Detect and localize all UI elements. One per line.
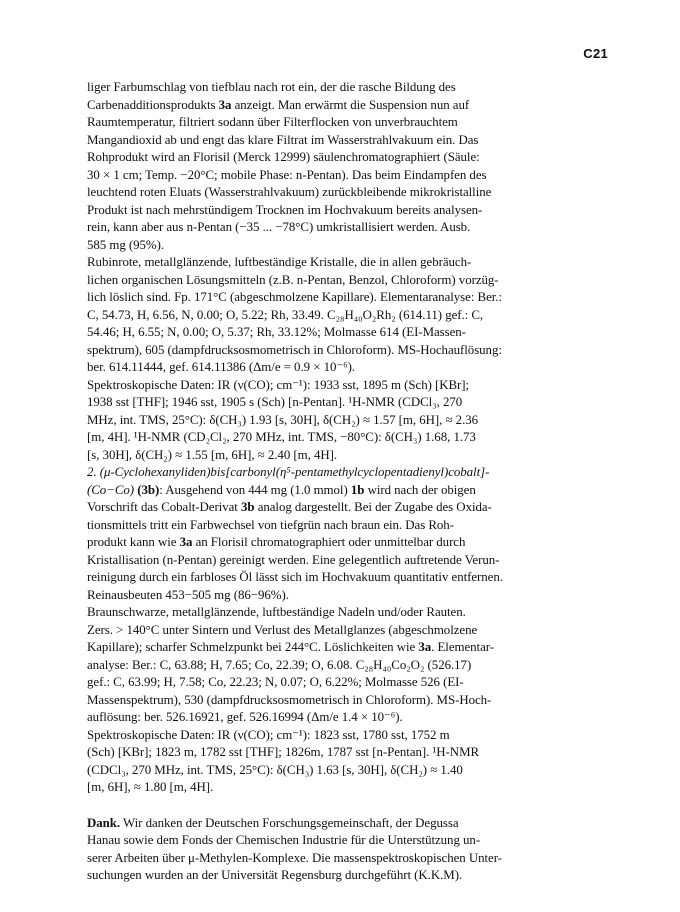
text-run: 3a <box>218 97 232 112</box>
text-run: 3b <box>241 500 255 514</box>
text-run: Dank. <box>87 815 121 830</box>
text-run: . Elementar- analyse: Ber.: C, 63.88; H, 7.65; Co, 22.39; O, 6.08. C₂₈H₄₀Co₂O₂ (526.17) gef.: C, 63.99; H, 7.58; Co, 22.23; N, 0.07; O, 6.22%; Molmasse 526 (EI- Massenspektrum), 530 (dampfdrucksosmometrisch in Chloroform). MS-Hoch- auflösung: ber. 526.16921, gef. 526.16994 (Δm/e 1.4 × 10⁻⁶). <box>87 640 494 724</box>
text-run: : Ausgehend von 444 mg (1.0 mmol) <box>159 482 351 497</box>
text-run: Spektroskopische Daten: IR (ν(CO); cm⁻¹): 1933 sst, 1895 m (Sch) [KBr]; 1938 sst [THF]; 1946 sst, 1905 s (Sch) [n-Pentan]. ¹H-NMR (CDCl₃, 270 MHz, int. TMS, 25°C): δ(CH₃) 1.93 [s, 30H], δ(CH₂) ≈ 1.57 [m, 6H], ≈ 2.36 [m, 4H]. ¹H-NMR (CD₂Cl₂, 270 MHz, int. TMS, −80°C): δ(CH₃) 1.68, 1.73 [s, 30H], δ(CH₂) ≈ 1.55 [m, 6H], ≈ 2.40 [m, 4H]. <box>87 377 479 462</box>
text-run: (3b) <box>137 482 160 497</box>
paragraph-p4 <box>87 464 617 604</box>
text-run: an Florisil chromatographiert oder unmittelbar durch Kristallisation (n-Pentan) gereinigt werden. Eine gelegentlich auftretende Verun- reinigung durch ein farbloses Öl lässt sich im Hochvakuum quantitativ entfernen. Reinausbeuten 453−505 mg (86−96%). <box>87 535 503 602</box>
page-code: C21 <box>583 46 608 61</box>
text-run: 2. (μ-Cyclohexanyliden)bis[carbonyl(η⁵-pentamethylcyclopentadienyl)cobalt]- (Co−Co) <box>87 465 490 497</box>
section-gap <box>87 797 617 815</box>
text-run: anzeigt. Man erwärmt die Suspension nun auf Raumtemperatur, filtriert sodann über Filterflocken von unverbrauchtem Mangandioxid ab und engt das klare Filtrat im Wasserstrahlvakuum ein. Das Rohprodukt wird an Florisil (Merck 12999) säulenchromatographiert (Säule: 30 × 1 cm; Temp. −20°C; mobile Phase: n-Pentan). Das beim Eindampfen des leuchtend roten Eluats (Wasserstrahlvakuum) zurückbleibende mikrokristalline Produkt ist nach mehrstündigem Trocknen im Hochvakuum bereits analysen- rein, kann aber aus n-Pentan (−35 ... −78°C) umkristallisiert werden. Ausb. 585 mg (95%). <box>87 97 492 252</box>
paragraph-p5 <box>87 604 617 727</box>
text-run: Spektroskopische Daten: IR (ν(CO); cm⁻¹): 1823 sst, 1780 sst, 1752 m (Sch) [KBr]; 1823 m, 1782 sst [THF]; 1826m, 1787 sst [n-Pentan]. ¹H-NMR (CDCl₃, 270 MHz, int. TMS, 25°C): δ(CH₃) 1.63 [s, 30H], δ(CH₂) ≈ 1.40 [m, 6H], ≈ 1.80 [m, 4H]. <box>87 727 480 794</box>
text-run: analog dargestellt. Bei der Zugabe des Oxida- tionsmittels tritt ein Farbwechsel von tiefgrün nach braun ein. Das Roh- produkt kann wie <box>87 500 492 549</box>
paragraph-p3 <box>87 377 617 465</box>
text-run: wird nach der obigen Vorschrift das Cobalt-Derivat <box>87 482 476 514</box>
text-run: liger Farbumschlag von tiefblau nach rot ein, der die rasche Bildung des Carbenadditionsprodukts <box>87 80 456 112</box>
text-run: Wir danken der Deutschen Forschungsgemeinschaft, der Degussa Hanau sowie dem Fonds der Chemischen Industrie für die Unterstützung un- serer Arbeiten über μ-Methylen-Komplexe. Die massenspektroskopischen Unter- suchungen wurden an der Universität Regensburg durchgeführt (K.K.M). <box>87 815 502 882</box>
paragraph-p1 <box>87 79 617 254</box>
text-run: 1b <box>350 482 365 497</box>
paragraph-p7 <box>87 815 617 885</box>
paragraph-p2 <box>87 254 617 377</box>
text-run: 3a <box>179 535 193 549</box>
text-run: 3a <box>418 640 432 654</box>
text-run: Rubinrote, metallglänzende, luftbeständige Kristalle, die in allen gebräuch- lichen organischen Lösungsmitteln (z.B. n-Pentan, Benzol, Chloroform) vorzüg- lich löslich sind. Fp. 171°C (abgeschmolzene Kapillare). Elementaranalyse: Ber.: C, 54.73, H, 6.56, N, 0.00; O, 5.22; Rh, 33.49. C₂₈H₄₀O₂Rh₂ (614.11) gef.: C, 54.46; H, 6.55; N, 0.00; O, 5.37; Rh, 33.12%; Molmasse 614 (EI-Massen- spektrum), 605 (dampfdrucksosmometrisch in Chloroform). MS-Hochauflösung: ber. 614.11444, gef. 614.11386 (Δm/e = 0.9 × 10⁻⁶). <box>87 255 502 374</box>
text-run: Braunschwarze, metallglänzende, luftbeständige Nadeln und/oder Rauten. Zers. > 140°C unter Sintern und Verlust des Metallglanzes (abgeschmolzene Kapillare); scharfer Schmelzpunkt bei 244°C. Löslichkeiten wie <box>87 605 478 654</box>
body-text <box>87 79 617 885</box>
paragraph-p6 <box>87 727 617 797</box>
